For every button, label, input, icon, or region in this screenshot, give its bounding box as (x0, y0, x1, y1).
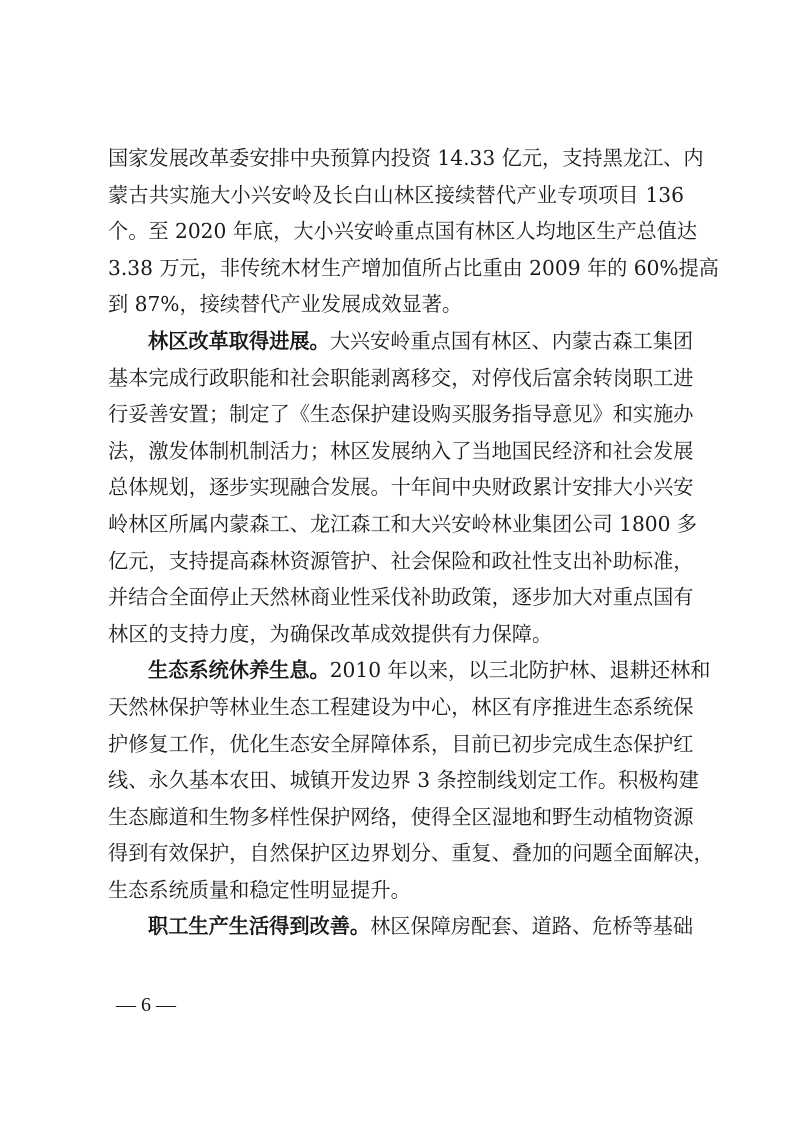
text-run: 2010 年以来，以三北防护林、退耕还林和 (329, 658, 711, 683)
text-line (108, 323, 694, 360)
text-line (108, 652, 711, 689)
text-line: 亿元，支持提高森林资源管护、社会保险和政社性支出补助标准， (108, 548, 694, 573)
text-run: 林区保障房配套、道路、危桥等基础 (370, 914, 694, 939)
paragraph-industry (108, 140, 719, 323)
document-body (108, 140, 719, 945)
text-line: 国家发展改革委安排中央预算内投资 14.33 亿元，支持黑龙江、内 (108, 146, 704, 170)
text-line: 法，激发体制机制活力；林区发展纳入了当地国民经济和社会发展 (108, 438, 694, 463)
paragraph-workers (108, 908, 694, 945)
text-line: 行妥善安置；制定了《生态保护建设购买服务指导意见》和实施办 (108, 402, 694, 427)
paragraph-ecosystem (108, 652, 714, 908)
text-line: 生态系统质量和稳定性明显提升。 (108, 877, 411, 902)
text-line: 3.38 万元，非传统木材生产增加值所占比重由 2009 年的 60%提高 (108, 255, 719, 280)
text-line: 护修复工作，优化生态安全屏障体系，目前已初步完成生态保护红 (108, 731, 694, 756)
text-line: 线、永久基本农田、城镇开发边界 3 条控制线划定工作。积极构建 (108, 768, 699, 793)
text-line: 得到有效保护，自然保护区边界划分、重复、叠加的问题全面解决， (108, 841, 714, 866)
paragraph-heading: 林区改革取得进展。 (148, 328, 330, 353)
text-line (108, 908, 694, 945)
text-line: 并结合全面停止天然林商业性采伐补助政策，逐步加大对重点国有 (108, 585, 694, 610)
text-line: 天然林保护等林业生态工程建设为中心，林区有序推进生态系统保 (108, 694, 694, 719)
text-line: 岭林区所属内蒙森工、龙江森工和大兴安岭林业集团公司 1800 多 (108, 511, 698, 536)
text-run: 大兴安岭重点国有林区、内蒙古森工集团 (329, 328, 694, 353)
text-line: 基本完成行政职能和社会职能剥离移交，对停伐后富余转岗职工进 (108, 365, 694, 390)
text-line: 总体规划，逐步实现融合发展。十年间中央财政累计安排大小兴安 (108, 475, 694, 500)
text-line: 蒙古共实施大小兴安岭及长白山林区接续替代产业专项项目 136 (108, 182, 684, 207)
text-line: 生态廊道和生物多样性保护网络，使得全区湿地和野生动植物资源 (108, 804, 694, 829)
page-number: — 6 — (116, 994, 176, 1016)
text-line: 个。至 2020 年底，大小兴安岭重点国有林区人均地区生产总值达 (108, 219, 698, 244)
text-line: 到 87%，接续替代产业发展成效显著。 (108, 292, 463, 317)
paragraph-heading: 生态系统休养生息。 (148, 658, 330, 683)
paragraph-reform (108, 323, 698, 652)
paragraph-heading: 职工生产生活得到改善。 (148, 914, 371, 939)
text-line: 林区的支持力度，为确保改革成效提供有力保障。 (108, 621, 553, 646)
